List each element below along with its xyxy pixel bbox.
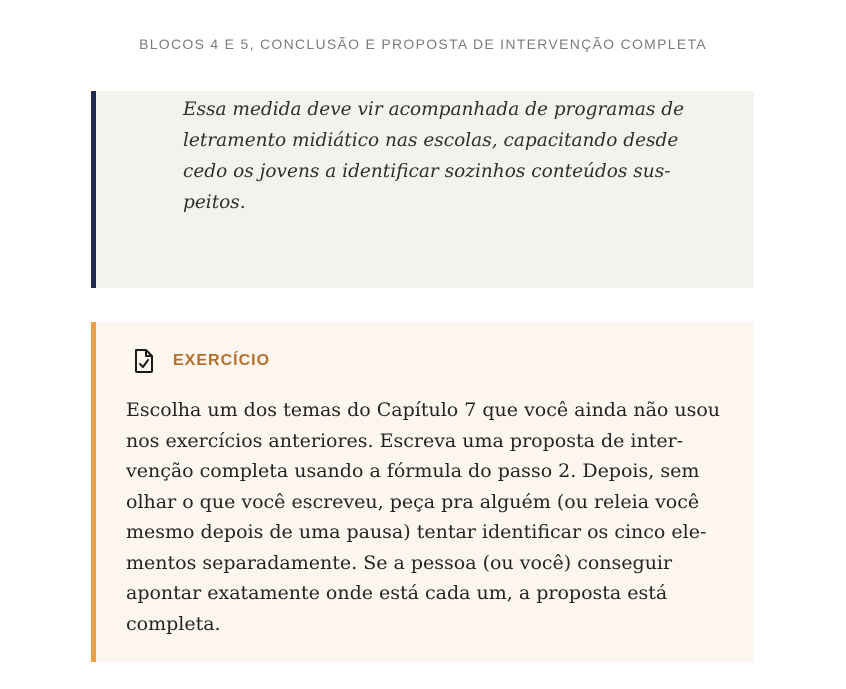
quote-block xyxy=(91,91,754,288)
quote-line: cedo os jovens a identificar sozinhos conteúdos sus- xyxy=(183,161,671,182)
exercise-line: completa. xyxy=(126,612,221,635)
exercise-line: Escolha um dos temas do Capítulo 7 que você ainda não usou xyxy=(126,399,721,421)
exercise-line: mesmo depois de uma pausa) tentar identificar os cinco ele- xyxy=(126,521,707,543)
exercise-line: olhar o que você escreveu, peça pra alguém (ou releia você xyxy=(126,490,700,513)
running-header: BLOCOS 4 E 5, CONCLUSÃO E PROPOSTA DE INTERVENÇÃO COMPLETA xyxy=(139,36,707,52)
exercise-header xyxy=(133,348,270,374)
exercise-line: nos exercícios anteriores. Escreva uma proposta de inter- xyxy=(126,429,684,452)
exercise-line: mentos separadamente. Se a pessoa (ou você) conseguir xyxy=(126,551,673,574)
quote-text xyxy=(183,94,713,218)
exercise-label: EXERCÍCIO xyxy=(173,352,271,369)
quote-line: letramento midiático nas escolas, capacitando desde xyxy=(183,130,679,151)
exercise-callout xyxy=(91,322,754,662)
exercise-line: apontar exatamente onde está cada um, a proposta está xyxy=(126,582,668,604)
quote-line: peitos. xyxy=(183,192,246,213)
document-check-icon xyxy=(133,348,155,374)
exercise-line: venção completa usando a fórmula do passo 2. Depois, sem xyxy=(126,460,700,482)
quote-line: Essa medida deve vir acompanhada de programas de xyxy=(183,99,685,120)
exercise-text xyxy=(126,395,736,639)
